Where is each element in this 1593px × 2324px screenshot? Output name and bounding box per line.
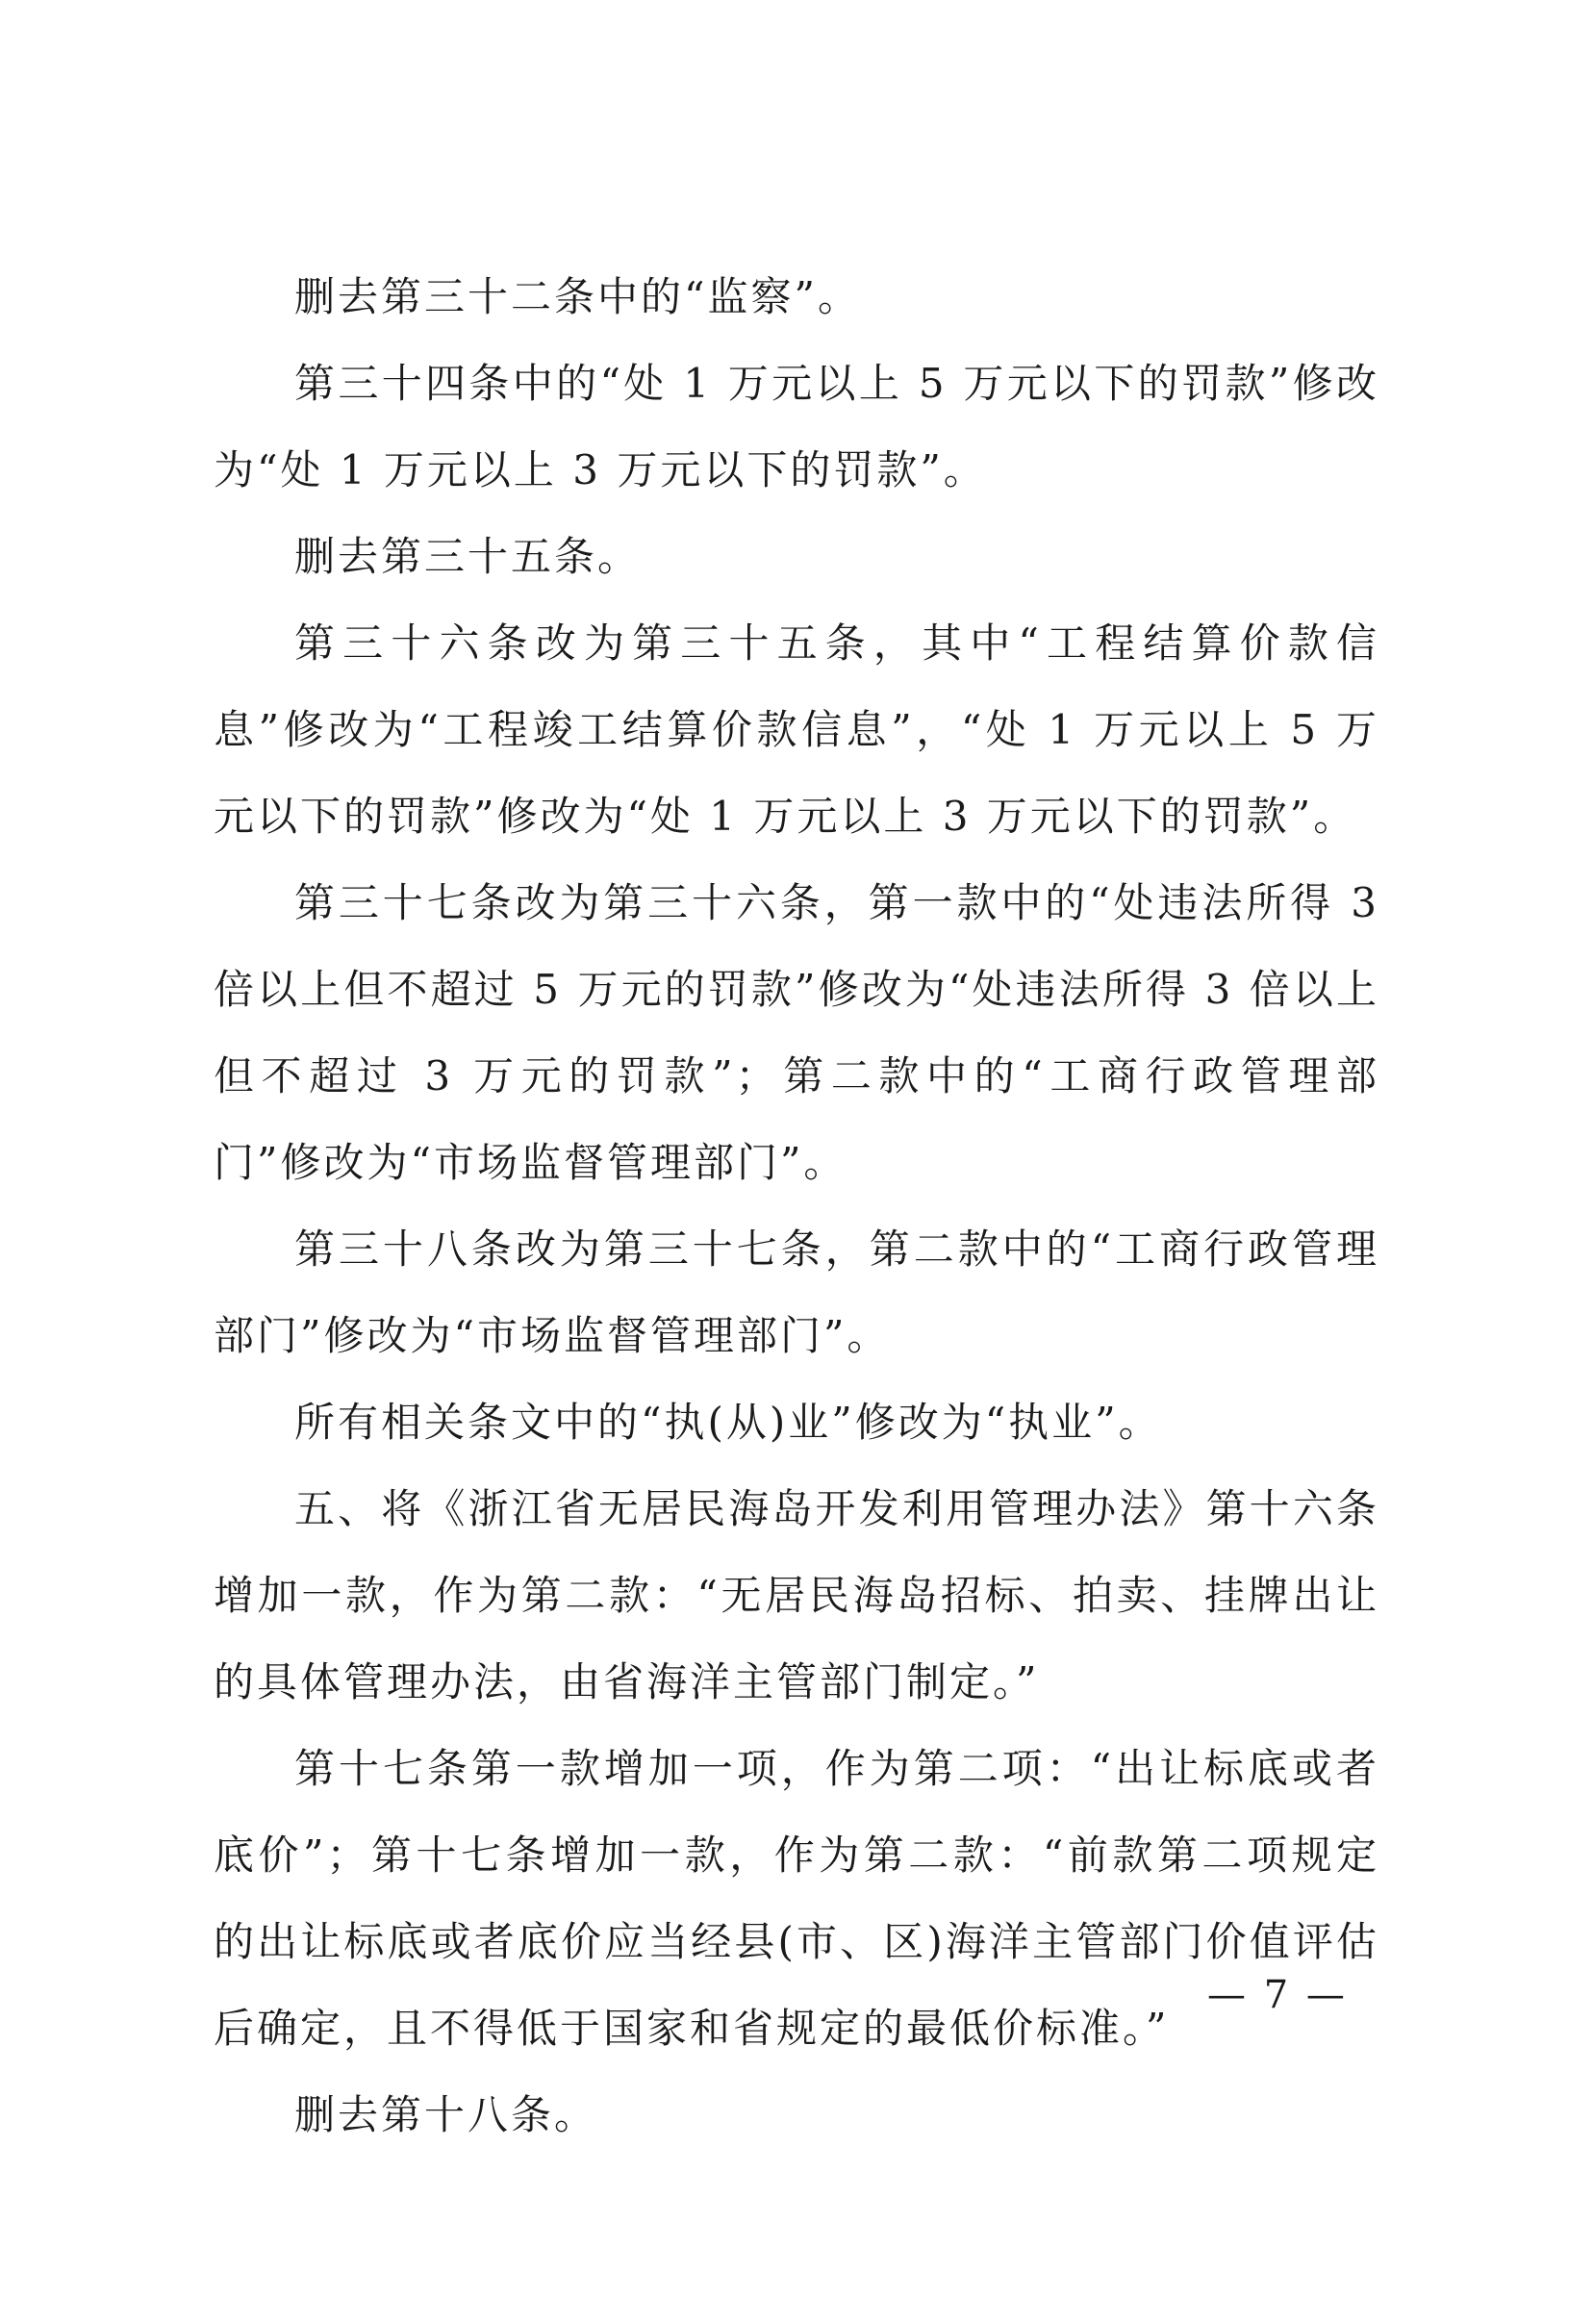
page-number: — 7 — <box>1207 1973 1348 2017</box>
paragraph: 第十七条第一款增加一项，作为第二项：“出让标底或者底价”；第十七条增加一款，作为第二款：“前款第二项规定的出让标底或者底价应当经县(市、区)海洋主管部门价值评估后确定，且不得低于国家和省规定的最低价标准。” <box>214 1745 1379 2052</box>
paragraph: 第三十六条改为第三十五条，其中“工程结算价款信息”修改为“工程竣工结算价款信息”，“处 1 万元以上 5 万元以下的罚款”修改为“处 1 万元以上 3 万元以下的罚款”。 <box>214 619 1379 840</box>
paragraph: 所有相关条文中的“执(从)业”修改为“执业”。 <box>294 1399 1162 1446</box>
document-body <box>214 254 1379 2159</box>
paragraph: 第三十四条中的“处 1 万元以上 5 万元以下的罚款”修改为“处 1 万元以上 3 万元以下的罚款”。 <box>214 360 1379 493</box>
paragraph: 第三十八条改为第三十七条，第二款中的“工商行政管理部门”修改为“市场监督管理部门”。 <box>214 1225 1379 1359</box>
paragraph: 五、将《浙江省无居民海岛开发利用管理办法》第十六条增加一款，作为第二款：“无居民海岛招标、拍卖、挂牌出让的具体管理办法，由省海洋主管部门制定。” <box>214 1485 1379 1705</box>
paragraph: 删去第三十五条。 <box>294 533 642 580</box>
paragraph: 删去第三十二条中的“监察”。 <box>294 273 861 320</box>
paragraph: 第三十七条改为第三十六条，第一款中的“处违法所得 3 倍以上但不超过 5 万元的罚款”修改为“处违法所得 3 倍以上但不超过 3 万元的罚款”；第二款中的“工商行政管理部门”修改为“市场监督管理部门”。 <box>214 879 1379 1186</box>
paragraph: 删去第十八条。 <box>294 2091 598 2138</box>
